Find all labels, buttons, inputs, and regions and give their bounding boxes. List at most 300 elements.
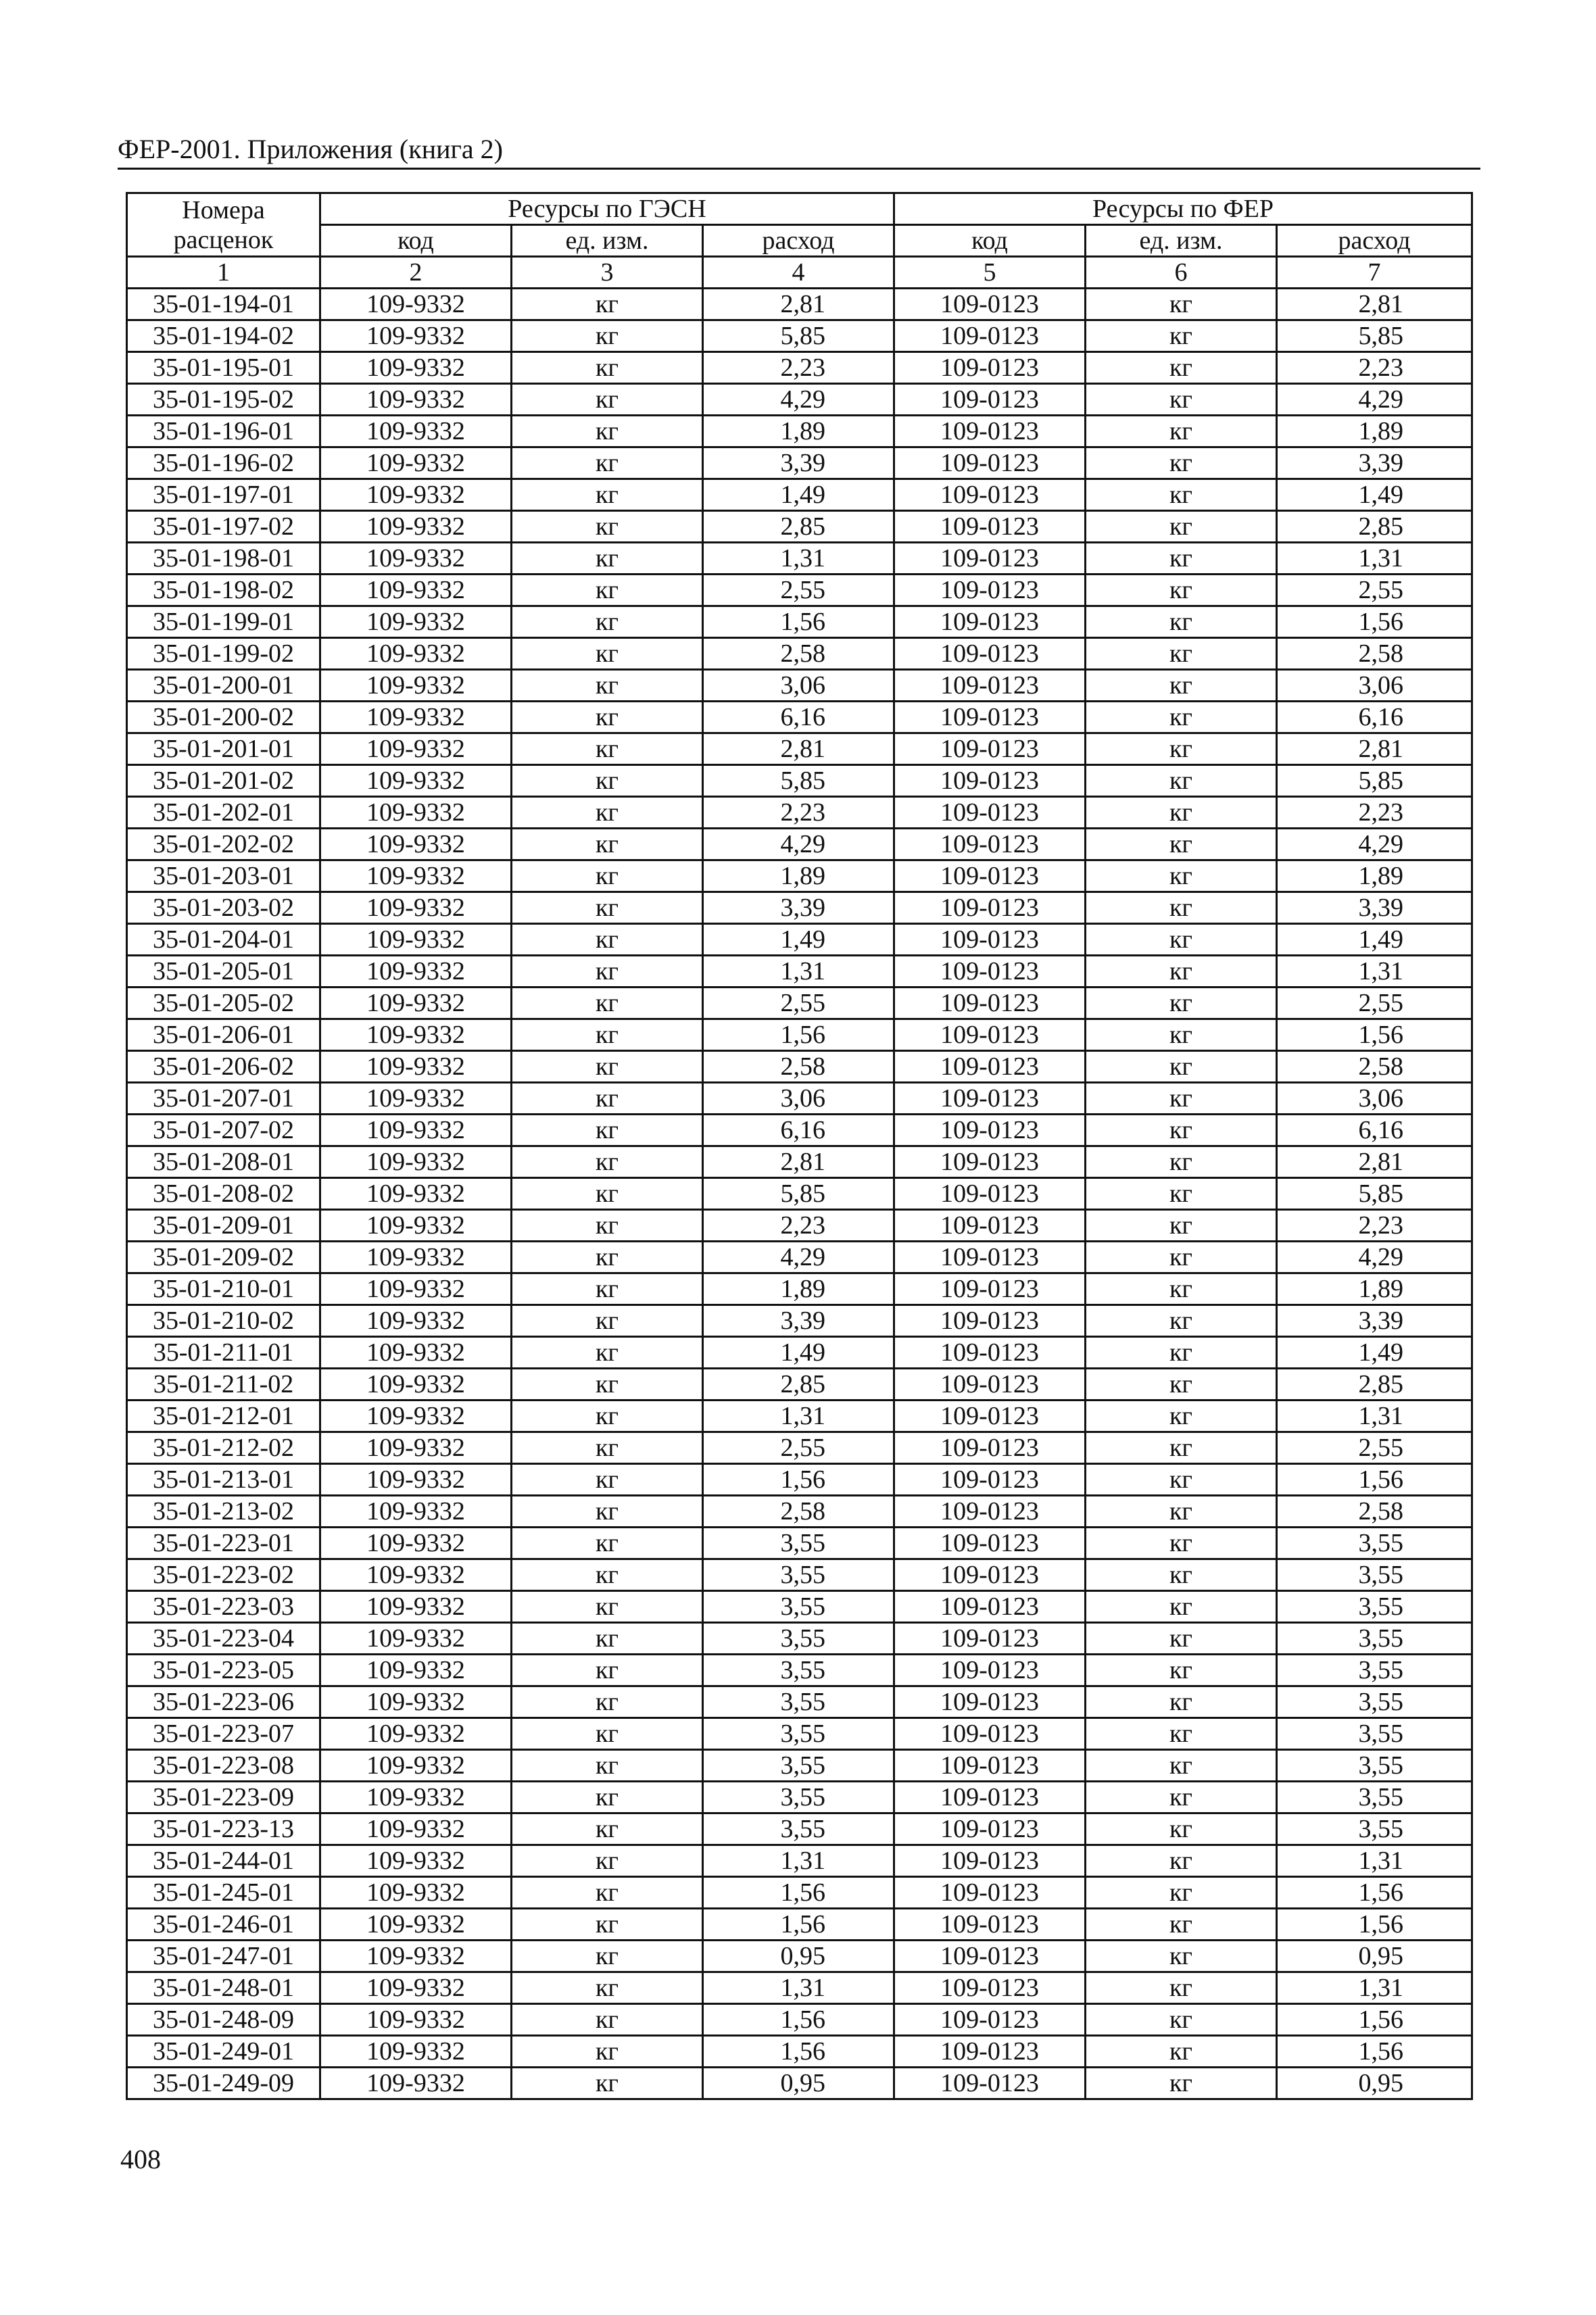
cell-rate-number: 35-01-213-02 (127, 1496, 320, 1528)
cell-fer-code: 109-0123 (894, 320, 1086, 352)
cell-fer-consumption: 1,31 (1277, 543, 1472, 575)
cell-gesn-unit: кг (512, 924, 703, 956)
table-row (127, 1115, 1472, 1146)
cell-gesn-unit: кг (512, 352, 703, 384)
cell-fer-consumption: 2,23 (1277, 797, 1472, 829)
cell-gesn-code: 109-9332 (320, 1750, 512, 1782)
header-rate-numbers-line1: Номера (182, 195, 265, 224)
cell-rate-number: 35-01-223-03 (127, 1591, 320, 1623)
cell-gesn-consumption: 3,55 (703, 1813, 894, 1845)
table-row (127, 1242, 1472, 1273)
cell-gesn-consumption: 2,58 (703, 1051, 894, 1083)
table-row (127, 1051, 1472, 1083)
cell-fer-consumption: 2,23 (1277, 1210, 1472, 1242)
cell-gesn-unit: кг (512, 1750, 703, 1782)
cell-fer-code: 109-0123 (894, 606, 1086, 638)
cell-fer-unit: кг (1086, 352, 1277, 384)
cell-fer-code: 109-0123 (894, 1242, 1086, 1273)
cell-fer-unit: кг (1086, 638, 1277, 670)
cell-fer-unit: кг (1086, 1432, 1277, 1464)
cell-fer-code: 109-0123 (894, 1210, 1086, 1242)
cell-fer-unit: кг (1086, 1972, 1277, 2004)
cell-gesn-consumption: 1,49 (703, 479, 894, 511)
cell-fer-consumption: 1,56 (1277, 1019, 1472, 1051)
cell-gesn-unit: кг (512, 1972, 703, 2004)
cell-fer-consumption: 6,16 (1277, 1115, 1472, 1146)
cell-gesn-unit: кг (512, 1655, 703, 1686)
cell-fer-unit: кг (1086, 1686, 1277, 1718)
cell-fer-code: 109-0123 (894, 1432, 1086, 1464)
cell-gesn-unit: кг (512, 1369, 703, 1400)
table-row (127, 733, 1472, 765)
cell-fer-code: 109-0123 (894, 1496, 1086, 1528)
cell-fer-consumption: 3,06 (1277, 670, 1472, 702)
table-row (127, 1623, 1472, 1655)
cell-fer-code: 109-0123 (894, 352, 1086, 384)
cell-fer-consumption: 1,31 (1277, 1845, 1472, 1877)
table-row (127, 797, 1472, 829)
cell-gesn-code: 109-9332 (320, 511, 512, 543)
cell-rate-number: 35-01-223-02 (127, 1559, 320, 1591)
cell-rate-number: 35-01-223-08 (127, 1750, 320, 1782)
cell-fer-code: 109-0123 (894, 1528, 1086, 1559)
cell-gesn-consumption: 1,49 (703, 1337, 894, 1369)
cell-fer-consumption: 4,29 (1277, 1242, 1472, 1273)
table-row (127, 765, 1472, 797)
table-row (127, 606, 1472, 638)
cell-fer-consumption: 6,16 (1277, 702, 1472, 733)
cell-gesn-unit: кг (512, 543, 703, 575)
cell-fer-unit: кг (1086, 1623, 1277, 1655)
cell-fer-code: 109-0123 (894, 892, 1086, 924)
cell-fer-code: 109-0123 (894, 1877, 1086, 1909)
cell-fer-consumption: 1,56 (1277, 2036, 1472, 2068)
cell-rate-number: 35-01-209-02 (127, 1242, 320, 1273)
table-row (127, 1782, 1472, 1813)
cell-gesn-code: 109-9332 (320, 1178, 512, 1210)
cell-fer-unit: кг (1086, 543, 1277, 575)
cell-gesn-code: 109-9332 (320, 320, 512, 352)
table-row (127, 702, 1472, 733)
table-row (127, 1400, 1472, 1432)
cell-gesn-consumption: 1,56 (703, 1019, 894, 1051)
cell-fer-unit: кг (1086, 2036, 1277, 2068)
cell-fer-consumption: 4,29 (1277, 829, 1472, 860)
table-row (127, 1750, 1472, 1782)
table-row (127, 1877, 1472, 1909)
table-row (127, 1528, 1472, 1559)
cell-fer-consumption: 3,39 (1277, 447, 1472, 479)
table-row (127, 1559, 1472, 1591)
table-row (127, 1210, 1472, 1242)
cell-gesn-code: 109-9332 (320, 702, 512, 733)
cell-fer-code: 109-0123 (894, 860, 1086, 892)
cell-gesn-code: 109-9332 (320, 384, 512, 416)
cell-rate-number: 35-01-199-02 (127, 638, 320, 670)
cell-gesn-code: 109-9332 (320, 892, 512, 924)
cell-rate-number: 35-01-199-01 (127, 606, 320, 638)
cell-fer-code: 109-0123 (894, 1655, 1086, 1686)
table-row (127, 829, 1472, 860)
cell-gesn-unit: кг (512, 1019, 703, 1051)
cell-fer-consumption: 3,55 (1277, 1718, 1472, 1750)
cell-fer-code: 109-0123 (894, 765, 1086, 797)
cell-gesn-unit: кг (512, 1718, 703, 1750)
cell-fer-code: 109-0123 (894, 956, 1086, 988)
cell-gesn-code: 109-9332 (320, 829, 512, 860)
cell-fer-unit: кг (1086, 384, 1277, 416)
resource-table (126, 192, 1473, 2100)
cell-fer-unit: кг (1086, 289, 1277, 320)
cell-rate-number: 35-01-249-01 (127, 2036, 320, 2068)
cell-rate-number: 35-01-197-01 (127, 479, 320, 511)
cell-gesn-unit: кг (512, 1210, 703, 1242)
cell-rate-number: 35-01-204-01 (127, 924, 320, 956)
cell-fer-unit: кг (1086, 2004, 1277, 2036)
cell-fer-code: 109-0123 (894, 543, 1086, 575)
cell-fer-consumption: 1,49 (1277, 1337, 1472, 1369)
cell-fer-consumption: 1,49 (1277, 924, 1472, 956)
cell-gesn-code: 109-9332 (320, 2004, 512, 2036)
cell-gesn-code: 109-9332 (320, 606, 512, 638)
cell-rate-number: 35-01-200-01 (127, 670, 320, 702)
cell-fer-consumption: 2,81 (1277, 733, 1472, 765)
cell-gesn-unit: кг (512, 2004, 703, 2036)
header-row-groups (127, 193, 1472, 225)
cell-fer-consumption: 1,56 (1277, 2004, 1472, 2036)
table-row (127, 1813, 1472, 1845)
cell-gesn-unit: кг (512, 638, 703, 670)
table-row (127, 1941, 1472, 1972)
cell-gesn-consumption: 3,55 (703, 1591, 894, 1623)
cell-gesn-code: 109-9332 (320, 1686, 512, 1718)
cell-fer-code: 109-0123 (894, 1623, 1086, 1655)
cell-gesn-consumption: 4,29 (703, 1242, 894, 1273)
cell-rate-number: 35-01-206-02 (127, 1051, 320, 1083)
cell-fer-code: 109-0123 (894, 1941, 1086, 1972)
header-gesn-code: код (320, 225, 512, 257)
cell-gesn-unit: кг (512, 670, 703, 702)
cell-gesn-consumption: 0,95 (703, 2068, 894, 2099)
cell-rate-number: 35-01-247-01 (127, 1941, 320, 1972)
cell-gesn-consumption: 2,23 (703, 1210, 894, 1242)
cell-fer-unit: кг (1086, 1496, 1277, 1528)
cell-fer-consumption: 1,89 (1277, 1273, 1472, 1305)
cell-gesn-consumption: 2,58 (703, 1496, 894, 1528)
header-gesn-consumption: расход (703, 225, 894, 257)
table-row (127, 1432, 1472, 1464)
cell-gesn-consumption: 1,49 (703, 924, 894, 956)
cell-gesn-code: 109-9332 (320, 1337, 512, 1369)
cell-gesn-code: 109-9332 (320, 1019, 512, 1051)
cell-gesn-unit: кг (512, 1242, 703, 1273)
cell-gesn-consumption: 1,56 (703, 2004, 894, 2036)
cell-fer-code: 109-0123 (894, 1369, 1086, 1400)
cell-fer-code: 109-0123 (894, 1845, 1086, 1877)
cell-fer-code: 109-0123 (894, 733, 1086, 765)
cell-fer-code: 109-0123 (894, 1750, 1086, 1782)
cell-gesn-unit: кг (512, 1623, 703, 1655)
cell-gesn-code: 109-9332 (320, 924, 512, 956)
cell-gesn-unit: кг (512, 1909, 703, 1941)
cell-rate-number: 35-01-195-02 (127, 384, 320, 416)
cell-gesn-consumption: 4,29 (703, 384, 894, 416)
cell-rate-number: 35-01-249-09 (127, 2068, 320, 2099)
cell-gesn-code: 109-9332 (320, 988, 512, 1019)
cell-rate-number: 35-01-223-07 (127, 1718, 320, 1750)
cell-fer-unit: кг (1086, 797, 1277, 829)
table-row (127, 1909, 1472, 1941)
cell-fer-unit: кг (1086, 1718, 1277, 1750)
cell-fer-unit: кг (1086, 733, 1277, 765)
table-row (127, 575, 1472, 606)
cell-gesn-unit: кг (512, 1845, 703, 1877)
cell-fer-code: 109-0123 (894, 1083, 1086, 1115)
cell-fer-code: 109-0123 (894, 1400, 1086, 1432)
cell-fer-consumption: 3,55 (1277, 1655, 1472, 1686)
header-fer-unit: ед. изм. (1086, 225, 1277, 257)
cell-gesn-code: 109-9332 (320, 860, 512, 892)
cell-gesn-consumption: 1,31 (703, 956, 894, 988)
cell-fer-unit: кг (1086, 1083, 1277, 1115)
cell-fer-consumption: 2,55 (1277, 1432, 1472, 1464)
cell-fer-code: 109-0123 (894, 1146, 1086, 1178)
cell-fer-code: 109-0123 (894, 797, 1086, 829)
table-row (127, 2004, 1472, 2036)
cell-gesn-code: 109-9332 (320, 1813, 512, 1845)
cell-gesn-unit: кг (512, 702, 703, 733)
column-number: 5 (894, 257, 1086, 289)
cell-fer-unit: кг (1086, 447, 1277, 479)
header-rule (118, 168, 1480, 170)
cell-rate-number: 35-01-223-04 (127, 1623, 320, 1655)
cell-fer-unit: кг (1086, 892, 1277, 924)
cell-gesn-consumption: 2,58 (703, 638, 894, 670)
cell-fer-consumption: 1,31 (1277, 956, 1472, 988)
cell-gesn-code: 109-9332 (320, 1559, 512, 1591)
cell-rate-number: 35-01-248-01 (127, 1972, 320, 2004)
table-row (127, 1718, 1472, 1750)
cell-fer-unit: кг (1086, 1115, 1277, 1146)
table-row (127, 479, 1472, 511)
cell-gesn-consumption: 2,55 (703, 1432, 894, 1464)
cell-gesn-unit: кг (512, 956, 703, 988)
cell-fer-code: 109-0123 (894, 1051, 1086, 1083)
cell-gesn-code: 109-9332 (320, 2068, 512, 2099)
cell-gesn-consumption: 3,39 (703, 1305, 894, 1337)
cell-gesn-code: 109-9332 (320, 1242, 512, 1273)
cell-gesn-consumption: 3,55 (703, 1782, 894, 1813)
cell-gesn-consumption: 3,55 (703, 1686, 894, 1718)
cell-fer-unit: кг (1086, 416, 1277, 447)
cell-gesn-code: 109-9332 (320, 447, 512, 479)
cell-gesn-unit: кг (512, 1400, 703, 1432)
cell-rate-number: 35-01-205-02 (127, 988, 320, 1019)
cell-fer-unit: кг (1086, 1051, 1277, 1083)
cell-rate-number: 35-01-196-01 (127, 416, 320, 447)
cell-rate-number: 35-01-248-09 (127, 2004, 320, 2036)
cell-gesn-consumption: 1,89 (703, 1273, 894, 1305)
cell-fer-code: 109-0123 (894, 2004, 1086, 2036)
cell-gesn-consumption: 2,81 (703, 289, 894, 320)
cell-gesn-unit: кг (512, 860, 703, 892)
cell-gesn-code: 109-9332 (320, 1210, 512, 1242)
cell-gesn-unit: кг (512, 511, 703, 543)
cell-gesn-consumption: 5,85 (703, 1178, 894, 1210)
table-row (127, 1496, 1472, 1528)
cell-fer-consumption: 2,85 (1277, 1369, 1472, 1400)
table-row (127, 320, 1472, 352)
cell-gesn-code: 109-9332 (320, 1432, 512, 1464)
cell-rate-number: 35-01-223-13 (127, 1813, 320, 1845)
cell-gesn-consumption: 3,55 (703, 1655, 894, 1686)
cell-gesn-code: 109-9332 (320, 1972, 512, 2004)
cell-fer-unit: кг (1086, 988, 1277, 1019)
cell-gesn-consumption: 6,16 (703, 702, 894, 733)
cell-rate-number: 35-01-212-02 (127, 1432, 320, 1464)
cell-fer-consumption: 4,29 (1277, 384, 1472, 416)
cell-gesn-code: 109-9332 (320, 575, 512, 606)
cell-gesn-code: 109-9332 (320, 1845, 512, 1877)
header-group-fer: Ресурсы по ФЕР (894, 193, 1472, 225)
cell-fer-consumption: 2,58 (1277, 638, 1472, 670)
column-number: 1 (127, 257, 320, 289)
cell-gesn-code: 109-9332 (320, 1528, 512, 1559)
cell-gesn-code: 109-9332 (320, 1909, 512, 1941)
cell-fer-consumption: 1,56 (1277, 1909, 1472, 1941)
cell-gesn-code: 109-9332 (320, 1146, 512, 1178)
page-number: 408 (120, 2144, 161, 2174)
table-row (127, 1146, 1472, 1178)
cell-gesn-unit: кг (512, 1146, 703, 1178)
cell-gesn-unit: кг (512, 1559, 703, 1591)
cell-gesn-consumption: 1,89 (703, 416, 894, 447)
column-number: 2 (320, 257, 512, 289)
cell-gesn-code: 109-9332 (320, 1782, 512, 1813)
cell-fer-unit: кг (1086, 1464, 1277, 1496)
cell-fer-code: 109-0123 (894, 447, 1086, 479)
cell-fer-consumption: 3,55 (1277, 1686, 1472, 1718)
cell-gesn-code: 109-9332 (320, 765, 512, 797)
cell-gesn-consumption: 2,55 (703, 575, 894, 606)
cell-fer-consumption: 2,55 (1277, 988, 1472, 1019)
cell-fer-consumption: 2,81 (1277, 1146, 1472, 1178)
cell-rate-number: 35-01-202-01 (127, 797, 320, 829)
table-row (127, 543, 1472, 575)
cell-rate-number: 35-01-212-01 (127, 1400, 320, 1432)
cell-rate-number: 35-01-200-02 (127, 702, 320, 733)
table-row (127, 1686, 1472, 1718)
cell-fer-consumption: 3,55 (1277, 1782, 1472, 1813)
cell-gesn-code: 109-9332 (320, 733, 512, 765)
cell-gesn-code: 109-9332 (320, 1591, 512, 1623)
cell-fer-unit: кг (1086, 1591, 1277, 1623)
cell-gesn-unit: кг (512, 1464, 703, 1496)
cell-fer-code: 109-0123 (894, 511, 1086, 543)
cell-fer-code: 109-0123 (894, 1464, 1086, 1496)
cell-gesn-code: 109-9332 (320, 543, 512, 575)
table-row (127, 1273, 1472, 1305)
cell-rate-number: 35-01-202-02 (127, 829, 320, 860)
table-row (127, 1464, 1472, 1496)
table-row (127, 511, 1472, 543)
cell-fer-consumption: 5,85 (1277, 1178, 1472, 1210)
cell-fer-unit: кг (1086, 924, 1277, 956)
table-row (127, 289, 1472, 320)
table-row (127, 670, 1472, 702)
cell-fer-unit: кг (1086, 1877, 1277, 1909)
cell-rate-number: 35-01-208-02 (127, 1178, 320, 1210)
cell-fer-unit: кг (1086, 606, 1277, 638)
header-row-column-numbers (127, 257, 1472, 289)
cell-fer-consumption: 3,55 (1277, 1591, 1472, 1623)
cell-rate-number: 35-01-194-01 (127, 289, 320, 320)
cell-fer-code: 109-0123 (894, 670, 1086, 702)
table-row (127, 352, 1472, 384)
cell-rate-number: 35-01-195-01 (127, 352, 320, 384)
cell-fer-code: 109-0123 (894, 1591, 1086, 1623)
cell-rate-number: 35-01-223-06 (127, 1686, 320, 1718)
cell-gesn-unit: кг (512, 797, 703, 829)
cell-gesn-code: 109-9332 (320, 1655, 512, 1686)
cell-fer-unit: кг (1086, 1305, 1277, 1337)
cell-fer-unit: кг (1086, 1273, 1277, 1305)
cell-gesn-code: 109-9332 (320, 1051, 512, 1083)
cell-fer-code: 109-0123 (894, 384, 1086, 416)
cell-gesn-code: 109-9332 (320, 2036, 512, 2068)
cell-rate-number: 35-01-198-02 (127, 575, 320, 606)
cell-gesn-unit: кг (512, 1686, 703, 1718)
cell-fer-unit: кг (1086, 1845, 1277, 1877)
cell-gesn-unit: кг (512, 1496, 703, 1528)
cell-gesn-consumption: 1,31 (703, 543, 894, 575)
table-row (127, 892, 1472, 924)
cell-fer-unit: кг (1086, 1813, 1277, 1845)
cell-fer-code: 109-0123 (894, 575, 1086, 606)
cell-fer-consumption: 5,85 (1277, 765, 1472, 797)
cell-fer-consumption: 1,56 (1277, 1464, 1472, 1496)
cell-fer-consumption: 0,95 (1277, 2068, 1472, 2099)
cell-gesn-unit: кг (512, 2068, 703, 2099)
cell-gesn-consumption: 6,16 (703, 1115, 894, 1146)
cell-fer-code: 109-0123 (894, 1178, 1086, 1210)
cell-fer-code: 109-0123 (894, 1559, 1086, 1591)
cell-fer-unit: кг (1086, 1559, 1277, 1591)
cell-fer-consumption: 5,85 (1277, 320, 1472, 352)
cell-gesn-unit: кг (512, 320, 703, 352)
table-row (127, 447, 1472, 479)
table-row (127, 1178, 1472, 1210)
cell-gesn-code: 109-9332 (320, 479, 512, 511)
cell-gesn-unit: кг (512, 606, 703, 638)
cell-rate-number: 35-01-211-01 (127, 1337, 320, 1369)
cell-gesn-code: 109-9332 (320, 1273, 512, 1305)
cell-fer-unit: кг (1086, 479, 1277, 511)
cell-rate-number: 35-01-211-02 (127, 1369, 320, 1400)
table-row (127, 638, 1472, 670)
cell-fer-unit: кг (1086, 1909, 1277, 1941)
cell-gesn-consumption: 3,55 (703, 1623, 894, 1655)
table-row (127, 924, 1472, 956)
cell-fer-unit: кг (1086, 320, 1277, 352)
cell-gesn-consumption: 2,23 (703, 797, 894, 829)
cell-rate-number: 35-01-245-01 (127, 1877, 320, 1909)
header-row-subcolumns (127, 225, 1472, 257)
cell-fer-consumption: 2,23 (1277, 352, 1472, 384)
cell-gesn-consumption: 2,55 (703, 988, 894, 1019)
cell-gesn-consumption: 1,31 (703, 1845, 894, 1877)
cell-fer-code: 109-0123 (894, 1718, 1086, 1750)
